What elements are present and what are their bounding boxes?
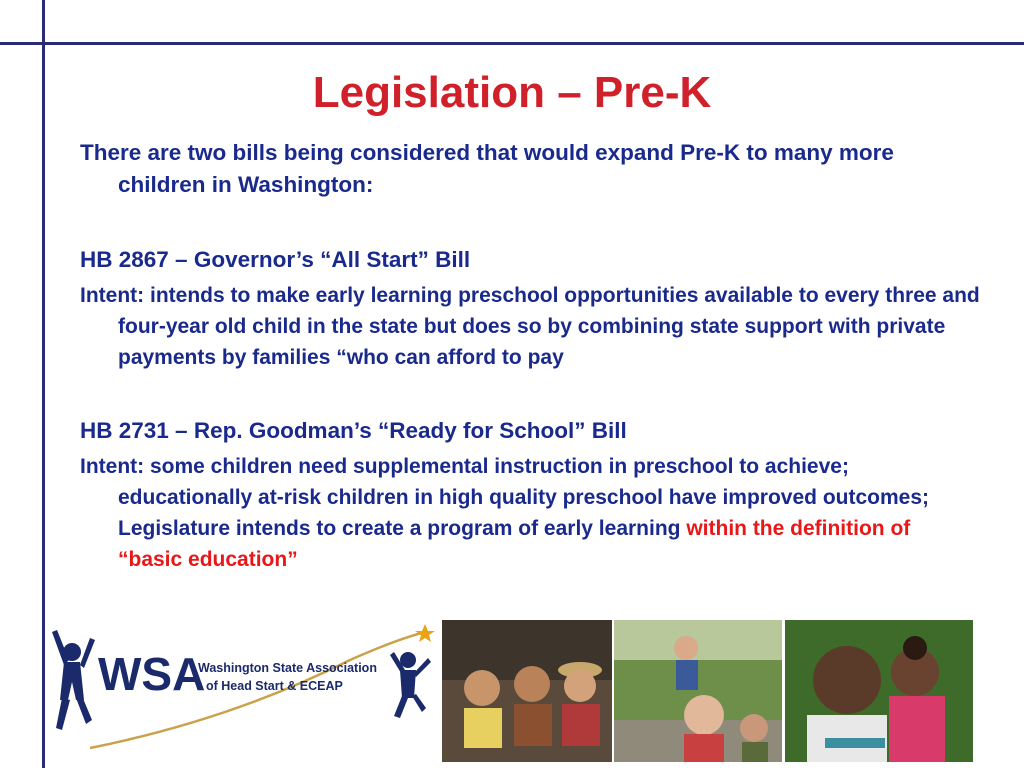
intro-paragraph: There are two bills being considered that would expand Pre-K to many more children in Washington:	[80, 140, 894, 197]
star-icon	[415, 624, 435, 642]
bill2-intent	[80, 451, 980, 575]
bill1-intent: Intent: intends to make early learning preschool opportunities available to every three and four-year old child in the state but does so by combining state support with private payments by families “who can afford to pay	[80, 284, 980, 369]
bill2-heading: HB 2731 – Rep. Goodman’s “Ready for School” Bill	[80, 418, 627, 443]
logo-line1: Washington State Association	[198, 661, 377, 675]
slide-title: Legislation – Pre-K	[312, 68, 712, 117]
photo-three-children-graphic	[442, 620, 612, 762]
child-silhouette-right-icon	[390, 652, 431, 718]
photo-father-child-graphic	[785, 620, 973, 762]
basic-education-highlight: within the definition of “basic education”	[118, 517, 911, 571]
bill1-heading: HB 2867 – Governor’s “All Start” Bill	[80, 247, 471, 272]
photo-boys-outdoors-graphic	[614, 620, 782, 762]
logo-line2: of Head Start & ECEAP	[206, 679, 343, 693]
photo-boys-outdoors	[614, 620, 782, 762]
bill2-intent-text: Intent: some children need supplemental instruction in preschool to achieve; educationally at-risk children in high quality preschool have improved outcomes; Legislature intends to create a program of early learning	[80, 455, 930, 540]
photo-father-child	[785, 620, 973, 762]
child-silhouette-left-icon	[52, 630, 95, 730]
top-rule	[0, 42, 1024, 45]
slide-body	[80, 137, 980, 575]
wsa-logo	[50, 620, 435, 765]
wsa-logo-graphic	[50, 620, 435, 765]
logo-abbr: WSA	[98, 648, 206, 700]
photo-three-children	[442, 620, 612, 762]
